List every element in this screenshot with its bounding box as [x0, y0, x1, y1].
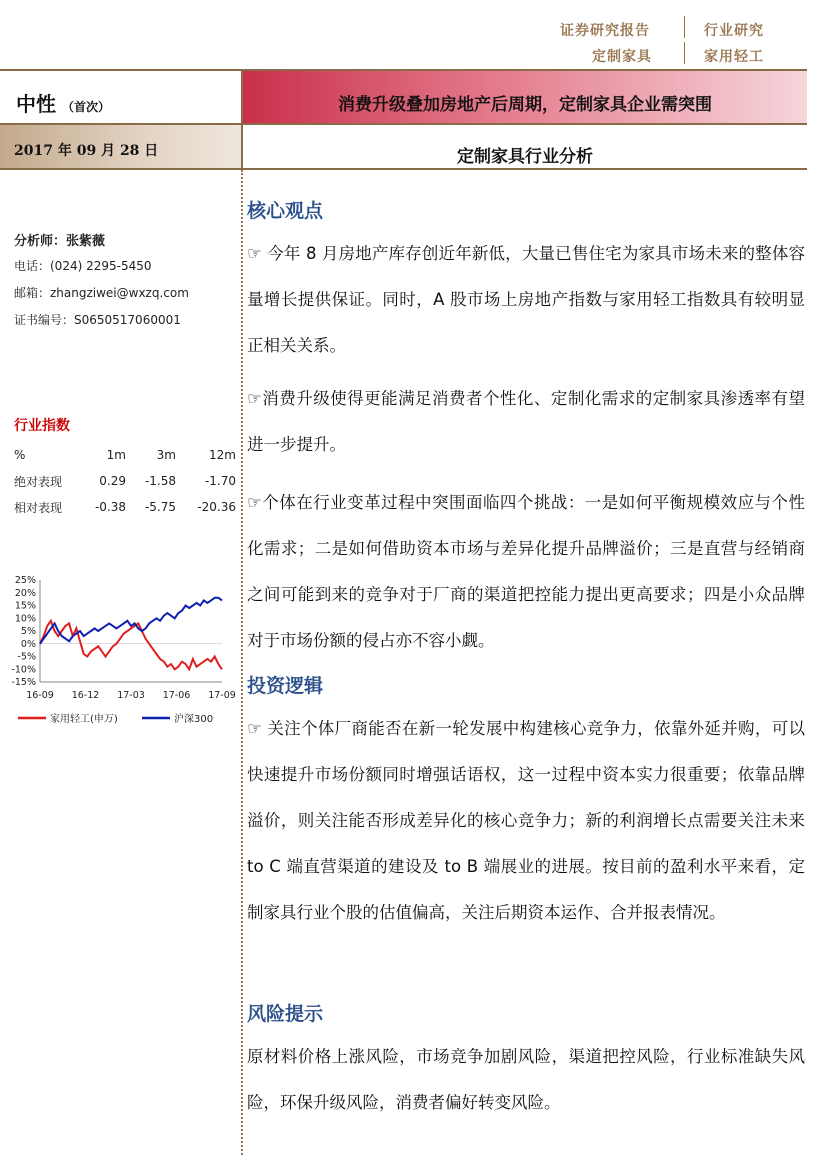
x-tick-label: 17-03: [117, 690, 145, 701]
series-line-2: [40, 598, 222, 644]
paragraph: ☞ 今年 8 月房地产库存创近年新低，大量已售住宅为家具市场未来的整体容量增长提供保证。同时，A 股市场上房地产指数与家用轻工指数具有较明显正相关关系。: [247, 244, 805, 355]
table-header-cell: %: [14, 448, 26, 462]
section-heading-risk: 风险提示: [247, 1003, 324, 1025]
industry-index-chart: [4, 572, 238, 732]
table-cell: -1.70: [204, 474, 236, 488]
header-sub-right: 家用轻工: [704, 49, 764, 65]
paragraph: ☞个体在行业变革过程中突围面临四个挑战：一是如何平衡规模效应与个性化需求；二是如何借助资本市场与差异化提升品牌溢价；三是直营与经销商之间可能到来的竞争对于厂商的渠道把控能力提出更高要求；四是小众品牌对于市场份额的侵占亦不容小觑。: [247, 493, 805, 650]
report-subtitle: 定制家具行业分析: [457, 147, 593, 167]
series-line-1: [40, 621, 222, 670]
column-divider-top: [241, 69, 243, 170]
table-cell: -0.38: [94, 500, 126, 514]
table-row-label: 绝对表现: [14, 474, 63, 489]
paragraph: ☞ 关注个体厂商能否在新一轮发展中构建核心竞争力，依靠外延并购，可以快速提升市场份额同时增强话语权，这一过程中资本实力很重要；依靠品牌溢价，则关注能否形成差异化的核心竞争力；新的利润增长点需要关注未来 to C 端直营渠道的建设及 to B 端展业的进展。按目前的盈利水平来看，定制家具行业个股的估值偏高，关注后期资本运作、合并报表情况。: [247, 719, 805, 922]
header-category-left: 证券研究报告: [560, 23, 650, 39]
header-sub-left: 定制家具: [592, 49, 652, 65]
analyst-phone: 电话：(024) 2295-5450: [14, 259, 152, 273]
y-tick-label: 5%: [20, 626, 36, 637]
table-cell: -5.75: [144, 500, 176, 514]
y-tick-label: 25%: [14, 575, 36, 586]
header-divider: [684, 42, 685, 64]
table-row: [14, 468, 236, 494]
column-divider-dotted: [241, 170, 243, 1155]
y-tick-label: -15%: [11, 677, 36, 688]
section-heading-core: 核心观点: [247, 200, 324, 222]
rating: [16, 88, 110, 117]
legend-label: 家用轻工(申万): [50, 714, 118, 725]
analyst-name: 分析师：张紫薇: [14, 234, 106, 249]
report-title: 消费升级叠加房地产后周期，定制家具企业需突围: [338, 95, 712, 115]
table-row: [14, 494, 236, 520]
section-heading-logic: 投资逻辑: [247, 675, 324, 697]
header-category-right: 行业研究: [704, 23, 764, 39]
table-header-cell: 3m: [156, 448, 176, 462]
x-tick-label: 17-09: [208, 690, 236, 701]
y-tick-label: 10%: [14, 613, 36, 625]
table-header-row: [14, 442, 236, 468]
table-header-cell: 12m: [209, 448, 236, 462]
table-row-label: 相对表现: [14, 500, 63, 515]
report-date: 2017 年 09 月 28 日: [14, 143, 159, 159]
industry-index-table: [14, 442, 236, 520]
analyst-email: 邮箱：zhangziwei@wxzq.com: [14, 286, 189, 300]
analyst-cert: 证书编号：S0650517060001: [14, 313, 181, 327]
rating-label: 中性: [16, 92, 56, 116]
x-tick-label: 17-06: [162, 690, 191, 701]
table-header-cell: 1m: [106, 448, 126, 462]
header-divider: [684, 16, 685, 38]
x-tick-label: 16-12: [71, 690, 100, 701]
paragraph: 原材料价格上涨风险，市场竞争加剧风险，渠道把控风险，行业标准缺失风险，环保升级风险，消费者偏好转变风险。: [247, 1047, 805, 1112]
x-tick-label: 16-09: [26, 690, 54, 701]
y-tick-label: -10%: [11, 664, 36, 676]
table-cell: -20.36: [197, 500, 236, 514]
table-cell: 0.29: [99, 474, 126, 488]
table-cell: -1.58: [144, 474, 176, 488]
y-tick-label: 15%: [14, 600, 36, 612]
legend-label: 沪深300: [174, 714, 214, 725]
industry-index-title: 行业指数: [14, 418, 70, 434]
rating-note: （首次）: [62, 100, 111, 114]
band-bottom-line: [0, 168, 807, 170]
y-tick-label: 0%: [20, 638, 36, 650]
paragraph: ☞消费升级使得更能满足消费者个性化、定制化需求的定制家具渗透率有望进一步提升。: [247, 389, 805, 454]
y-tick-label: 20%: [14, 587, 36, 599]
y-tick-label: -5%: [17, 651, 36, 663]
